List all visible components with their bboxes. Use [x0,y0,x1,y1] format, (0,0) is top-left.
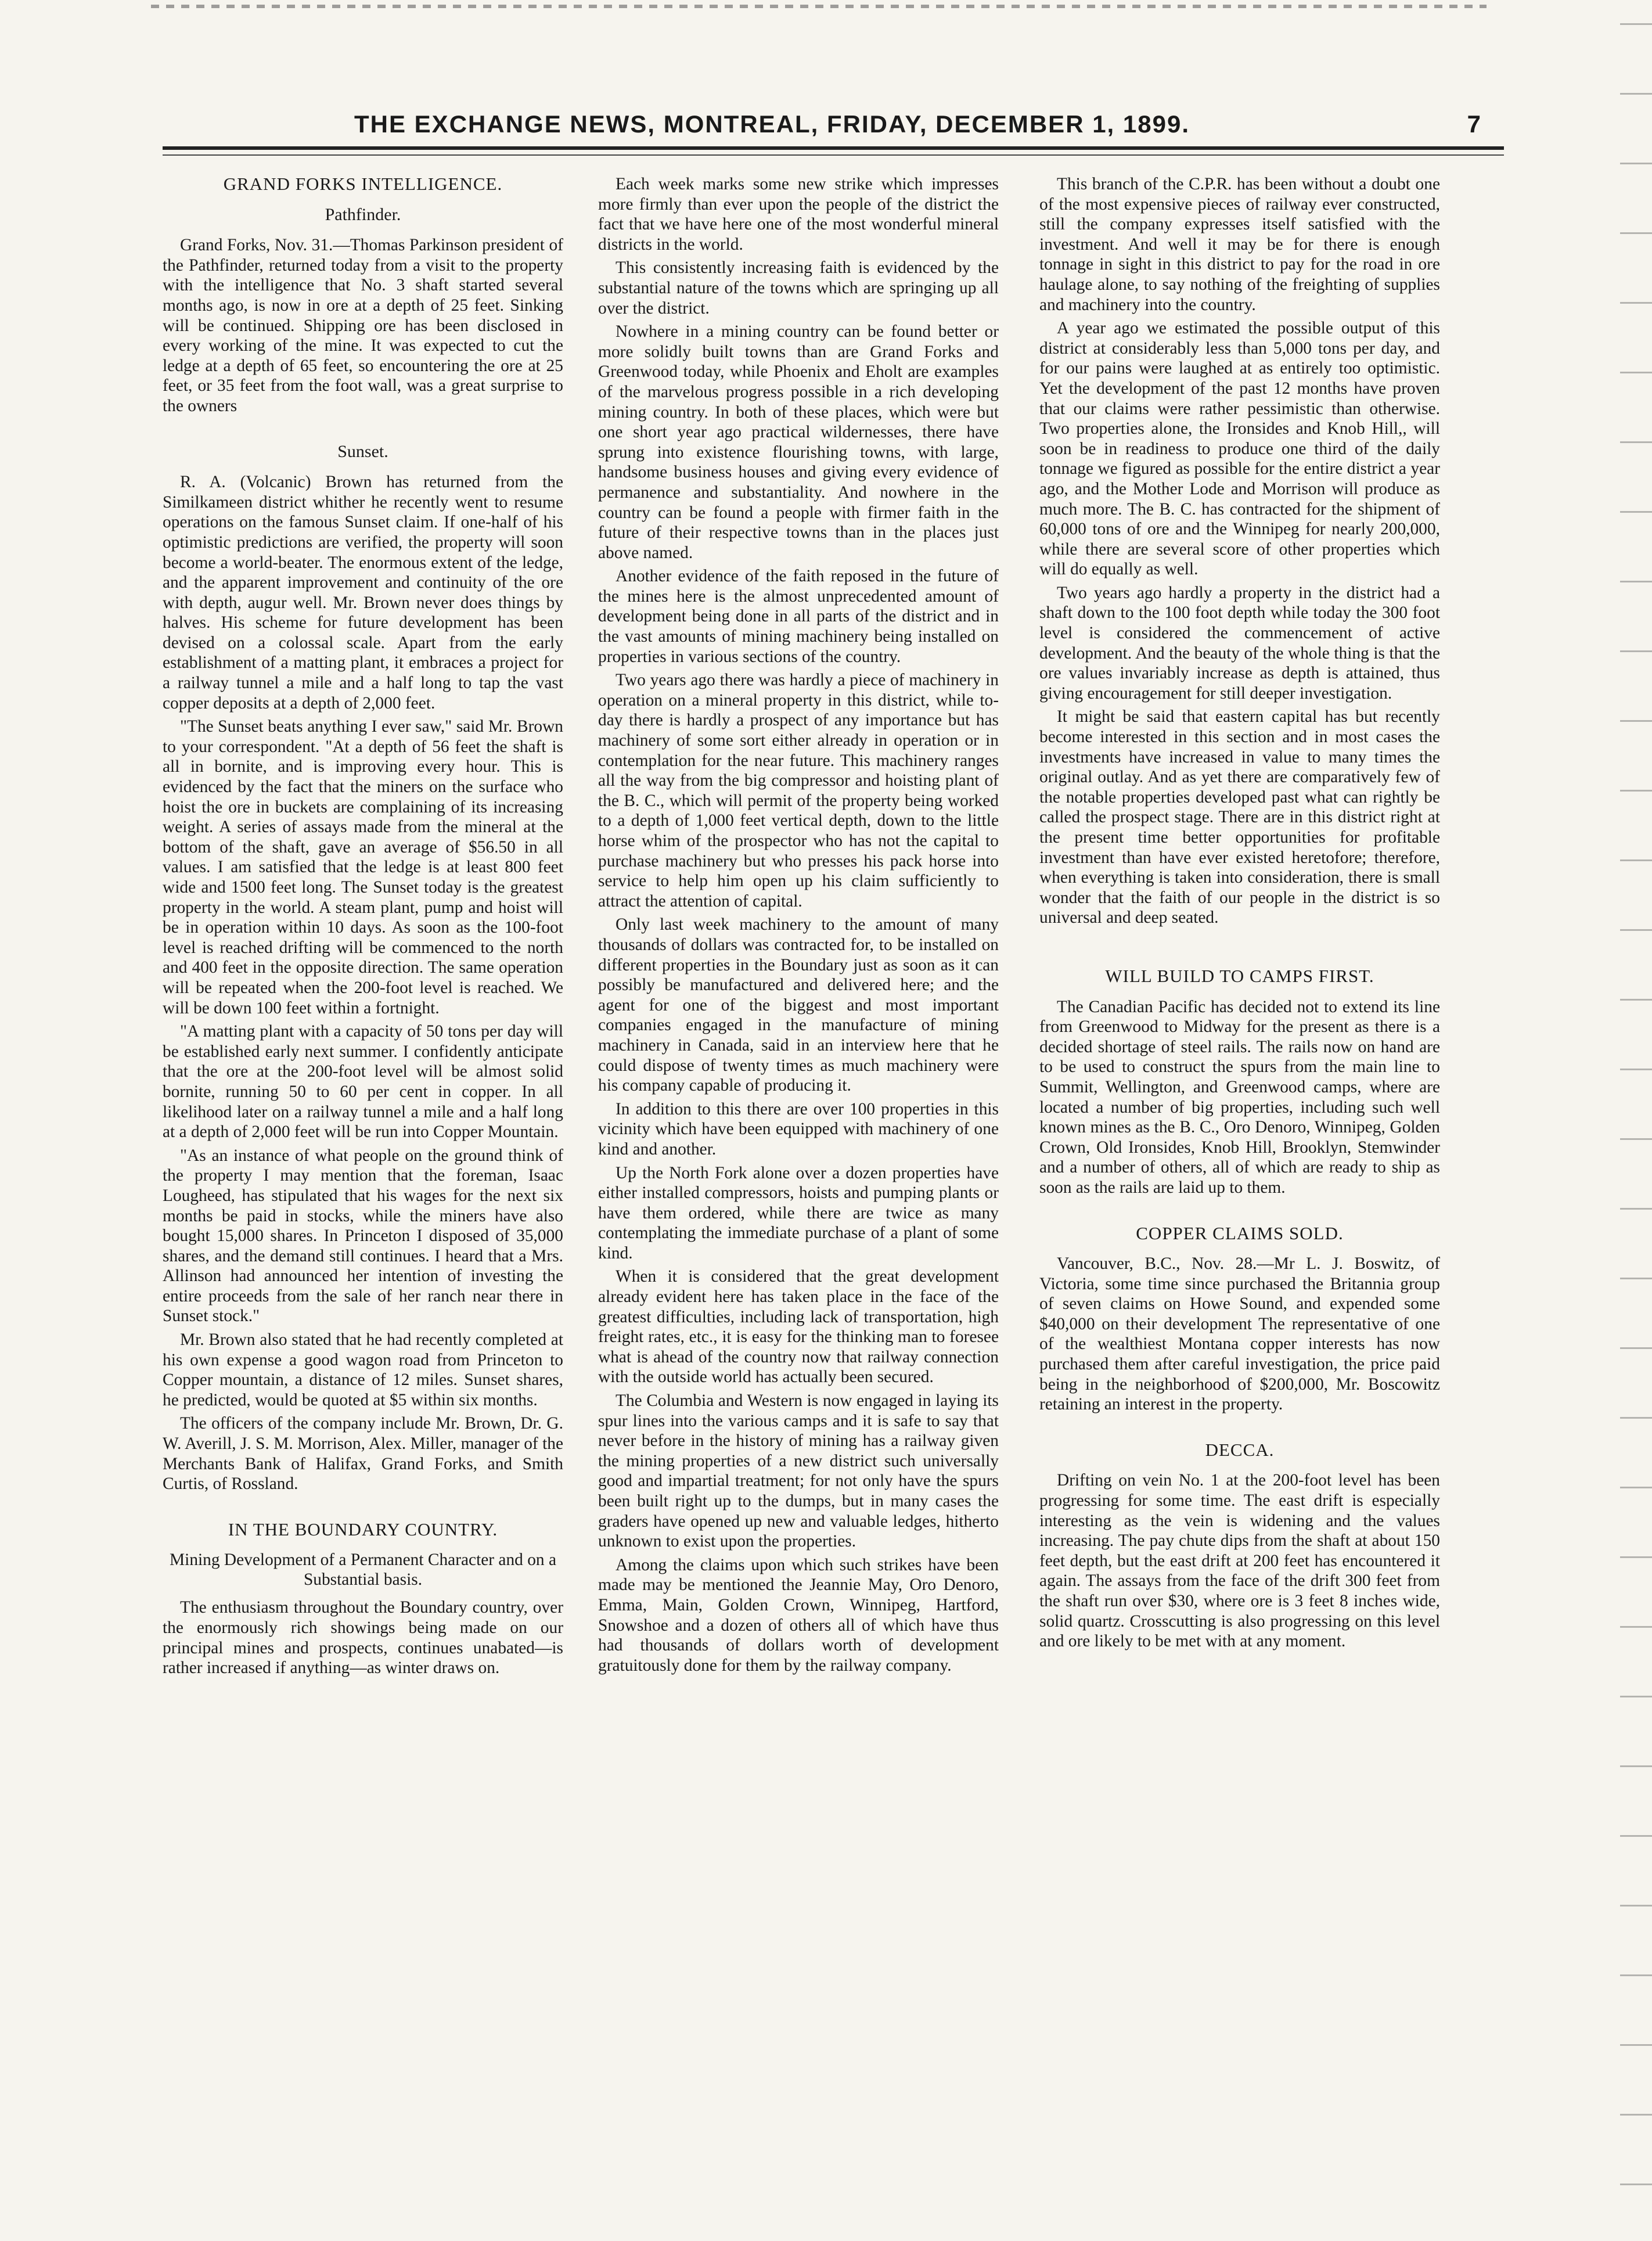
paragraph: Each week marks some new strike which impresses more firmly than ever upon the people of the district the fact that we have here one of the most wonderful mineral districts in the world. [598,175,999,254]
paragraph: This consistently increasing faith is evidenced by the substantial nature of the towns which are springing up all over the district. [598,258,999,318]
page-edge-noise [1620,0,1652,2241]
paragraph: Two years ago there was hardly a piece of machinery in operation on a mineral property in this district, while to-day there is hardly a prospect of any importance but has machinery of some sort either already in operation or in contemplation for the near future. This machinery ranges all the way from the big compressor and hoisting plant of the B. C., which will permit of the property being worked to a depth of 1,000 feet vertical depth, down to the little horse whim of the prospector who has not the capital to purchase machinery but who presses his pack horse into service to help him open up his claim sufficiently to attract the attention of capital. [598,671,999,911]
headline-will-build: WILL BUILD TO CAMPS FIRST. [1105,965,1374,986]
paragraph: In addition to this there are over 100 properties in this vicinity which have been equipped with machinery of one kind and another. [598,1099,999,1159]
paragraph: Up the North Fork alone over a dozen properties have either installed compressors, hoists and pumping plants or have them ordered, while there are twice as many contemplating the immediate purchase of a plant of some kind. [598,1163,999,1262]
column-1 [163,174,563,2160]
paragraph: Two years ago hardly a property in the district had a shaft down to the 100 foot depth while today the 300 foot level is considered the commencement of active development. And the beauty of the whole thing is that the ore values invariably increase as depth is attained, thus giving encouragement for still deeper investigation. [1039,583,1440,703]
page-number: 7 [1467,110,1481,138]
masthead [163,105,1504,151]
headline-grand-forks: GRAND FORKS INTELLIGENCE. [223,174,503,194]
paragraph: When it is considered that the great development already evident here has taken place in the face of the greatest difficulties, including lack of transportation, high freight rates, etc., it is easy for the thinking man to foresee what is ahead of the country now that railway connection with the outside world has actually been secured. [598,1267,999,1387]
paragraph: This branch of the C.P.R. has been without a doubt one of the most expensive pieces of railway ever constructed, still the company expresses itself satisfied with the investment. And well it may be for there is enough tonnage in sight in this district to pay for the road in ore haulage alone, to say nothing of the freighting of supplies and machinery into the country. [1039,175,1440,314]
header-rule-thick [163,146,1504,150]
paragraph: Vancouver, B.C., Nov. 28.—Mr L. J. Boswitz, of Victoria, some time since purchased the Britannia group of seven claims on Howe Sound, and expended some $40,000 on their development The representative of one of the wealthiest Montana copper interests has now purchased them after careful investigation, the price paid being in the neighborhood of $200,000, Mr. Boscowitz retaining an interest in the property. [1039,1254,1440,1414]
masthead-title: THE EXCHANGE NEWS, MONTREAL, FRIDAY, DECEMBER 1, 1899. [354,110,1190,138]
headline-decca: DECCA. [1205,1439,1275,1460]
paragraph: The Columbia and Western is now engaged in laying its spur lines into the various camps and it is safe to say that never before in the history of mining has a railway given the mining properties of a new district such universally good and impartial treatment; for not only have the spurs been built right up to the dumps, but in many cases the graders have opened up new and valuable ledges, hitherto unknown to exist upon the properties. [598,1391,999,1551]
subhead-pathfinder: Pathfinder. [325,204,401,224]
paragraph: Only last week machinery to the amount of many thousands of dollars was contracted for, to be installed on different properties in the Boundary just as soon as it can possibly be manufactured and delivered here; and the agent for one of the biggest and most important companies engaged in the manufacture of mining machinery in Canada, said in an interview here that he could dispose of twenty times as much machinery were his company capable of producing it. [598,915,999,1095]
paragraph: It might be said that eastern capital has but recently become interested in this section and in most cases the investments have increased in value to many times the original outlay. And as yet there are comparatively few of the notable properties developed past what can rightly be called the prospect stage. There are in this district right at the present time better opportunities for profitable investment than have ever existed heretofore; therefore, when everything is taken into consideration, there is small wonder that the faith of our people in the district is so universal and deep seated. [1039,707,1440,927]
paragraph: Among the claims upon which such strikes have been made may be mentioned the Jeannie May, Oro Denoro, Emma, Main, Golden Crown, Winnipeg, Hartford, Snowshoe and a dozen of others all of which have thus had thousands of dollars worth of development gratuitously done for them by the railway company. [598,1555,999,1675]
headline-copper-claims: COPPER CLAIMS SOLD. [1136,1222,1344,1243]
column-3 [1039,174,1440,2160]
paragraph: "The Sunset beats anything I ever saw," said Mr. Brown to your correspondent. "At a depth of 56 feet the shaft is all in bornite, and is improving every hour. This is evidenced by the fact that the miners on the surface who hoist the ore in buckets are complaining of its increasing weight. A series of assays made from the mineral at the bottom of the shaft, gave an average of $56.50 in all values. I am satisfied that the ledge is at least 800 feet wide and 1500 feet long. The Sunset today is the greatest property in the world. A steam plant, pump and hoist will be in operation within 10 days. As soon as the 100-foot level is reached drifting will be commenced to the north and 400 feet in the opposite direction. The same operation will be repeated when the 200-foot level is reached. We will be down 100 feet within a fortnight. [163,717,563,1017]
paragraph: The Canadian Pacific has decided not to extend its line from Greenwood to Midway for the present as there is a decided shortage of steel rails. The rails now on hand are to be used to construct the spurs from the main line to Summit, Wellington, and Greenwood camps, where are located a number of big properties, including such well known mines as the B. C., Oro Denoro, Winnipeg, Golden Crown, Old Ironsides, Knob Hill, Brooklyn, Stemwinder and a number of others, all of which are ready to ship as soon as the rails are laid up to them. [1039,997,1440,1197]
paragraph: R. A. (Volcanic) Brown has returned from the Similkameen district whither he recently went to resume operations on the famous Sunset claim. If one-half of his optimistic predictions are verified, the property will soon become a world-beater. The enormous extent of the ledge, and the apparent improvement and continuity of the ore with depth, augur well. Mr. Brown never does things by halves. His scheme for future development has been devised on a colossal scale. Apart from the early establishment of a matting plant, it embraces a project for a railway tunnel a mile and a half long to tap the vast copper deposits at a depth of 2,000 feet. [163,473,563,713]
paragraph: The enthusiasm throughout the Boundary country, over the enormously rich showings being made on our principal mines and prospects, continues unabated—is rather increased if anything—as winter draws on. [163,1598,563,1678]
paragraph: Nowhere in a mining country can be found better or more solidly built towns than are Grand Forks and Greenwood today, while Phoenix and Eholt are examples of the marvelous progress possible in a rich developing mining country. In both of these places, which were but one short year ago practical wildernesses, there have sprung into existence flourishing towns, with large, handsome business houses and giving every evidence of permanence and substantiality. And nowhere in the country can be found a people with firmer faith in the future of their respective towns than in the places just above named. [598,322,999,562]
headline-boundary-country: IN THE BOUNDARY COUNTRY. [228,1519,498,1539]
paragraph: Another evidence of the faith reposed in the future of the mines here is the almost unprecedented amount of development being done in all parts of the district and in the vast amounts of mining machinery being installed on properties in various sections of the country. [598,567,999,666]
top-border-rule [151,5,1487,8]
paragraph: A year ago we estimated the possible output of this district at considerably less than 5,000 tons per day, and for our pains were laughed at as entirely too optimistic. Yet the development of the past 12 months have proven that our claims were rather pessimistic than otherwise. Two properties alone, the Ironsides and Knob Hill,, will soon be in readiness to produce one third of the daily tonnage we figured as possible for the entire district a year ago, and the Mother Lode and Morrison will produce as much more. The B. C. has contracted for the shipment of 60,000 tons of ore and the Winnipeg for nearly 200,000, while there are several score of other properties which will do equally as well. [1039,319,1440,579]
column-2 [598,174,999,2160]
paragraph: Mr. Brown also stated that he had recently completed at his own expense a good wagon road from Princeton to Copper mountain, a distance of 12 miles. Sunset shares, he predicted, would be quoted at $5 within six months. [163,1330,563,1409]
subhead-sunset: Sunset. [337,441,388,461]
paragraph: "As an instance of what people on the ground think of the property I may mention that the foreman, Isaac Lougheed, has stipulated that his wages for the next six months be paid in stocks, while the miners have also bought 15,000 shares. In Princeton I disposed of 35,000 shares, and the demand still continues. I heard that a Mrs. Allinson had announced her intention of investing the entire proceeds from the sale of her ranch near there in Sunset stock." [163,1146,563,1326]
paragraph: The officers of the company include Mr. Brown, Dr. G. W. Averill, J. S. M. Morrison, Alex. Miller, manager of the Merchants Bank of Halifax, Grand Forks, and Smith Curtis, of Rossland. [163,1414,563,1494]
paragraph: Drifting on vein No. 1 at the 200-foot level has been progressing for some time. The east drift is especially interesting as the vein is widening and the values increasing. The pay chute dips from the shaft at about 150 feet depth, but the east drift at 200 feet has encountered it again. The assays from the face of the drift 300 feet from the shaft run over $30, where ore is 3 feet 8 inches wide, solid quartz. Crosscutting is also progressing on this level and ore likely to be met with at any moment. [1039,1471,1440,1651]
paragraph: "A matting plant with a capacity of 50 tons per day will be established early next summer. I confidently anticipate that the ore at the 200-foot level will be almost solid bornite, running 50 to 60 per cent in copper. In all likelihood later on a railway tunnel a mile and a half long at a depth of 2,000 feet will be run into Copper Mountain. [163,1022,563,1142]
subhead-boundary-country: Mining Development of a Permanent Character and on a Substantial basis. [170,1551,556,1589]
paragraph: Grand Forks, Nov. 31.—Thomas Parkinson president of the Pathfinder, returned today from a visit to the property with the intelligence that No. 3 shaft started several months ago, is now in ore at a depth of 25 feet. Sinking will be continued. Shipping ore has been disclosed in every working of the mine. It was expected to cut the ledge at a depth of 65 feet, so encountering the ore at 25 feet, or 35 feet from the foot wall, was a great surprise to the owners [163,236,563,415]
header-rule-thin [163,154,1504,156]
